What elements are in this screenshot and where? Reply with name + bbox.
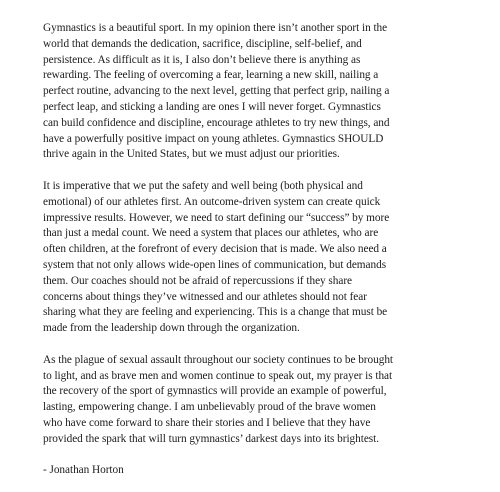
paragraph-1: Gymnastics is a beautiful sport. In my opinion there isn’t another sport in the world that demands the dedication, sacrifice, discipline, self-belief, and persistence. As difficult as it is, I also don’t believe there is anything as rewarding. The feeling of overcoming a fear, learning a new skill, nailing a perfect routine, advancing to the next level, getting that perfect grip, nailing a perfect leap, and sticking a landing are ones I will never forget. Gymnastics can build confidence and discipline, encourage athletes to try new things, and have a powerfully positive impact on young athletes. Gymnastics SHOULD thrive again in the United States, but we must adjust our priorities. xyxy=(43,22,390,161)
paragraph-2: It is imperative that we put the safety and well being (both physical and emotional) of our athletes first. An outcome-driven system can create quick impressive results. However, we need to start defining our “success” by more than just a medal count. We need a system that places our athletes, who are often children, at the forefront of every decision that is made. We also need a system that not only allows wide-open lines of communication, but demands them. Our coaches should not be afraid of repercussions if they share concerns about things they’ve witnessed and our athletes should not fear sharing what they are feeling and experiencing. This is a change that must be made from the leadership down through the organization. xyxy=(43,179,390,335)
paragraph-3: As the plague of sexual assault throughout our society continues to be brought to light, and as brave men and women continue to speak out, my prayer is that the recovery of the sport of gymnastics will provide an example of powerful, lasting, empowering change. I am unbelievably proud of the brave women who have come forward to share their stories and I believe that they have provided the spark that will turn gymnastics’ darkest days into its brightest. xyxy=(43,353,394,445)
signature: - Jonathan Horton xyxy=(43,464,124,477)
statement-document xyxy=(43,21,477,479)
